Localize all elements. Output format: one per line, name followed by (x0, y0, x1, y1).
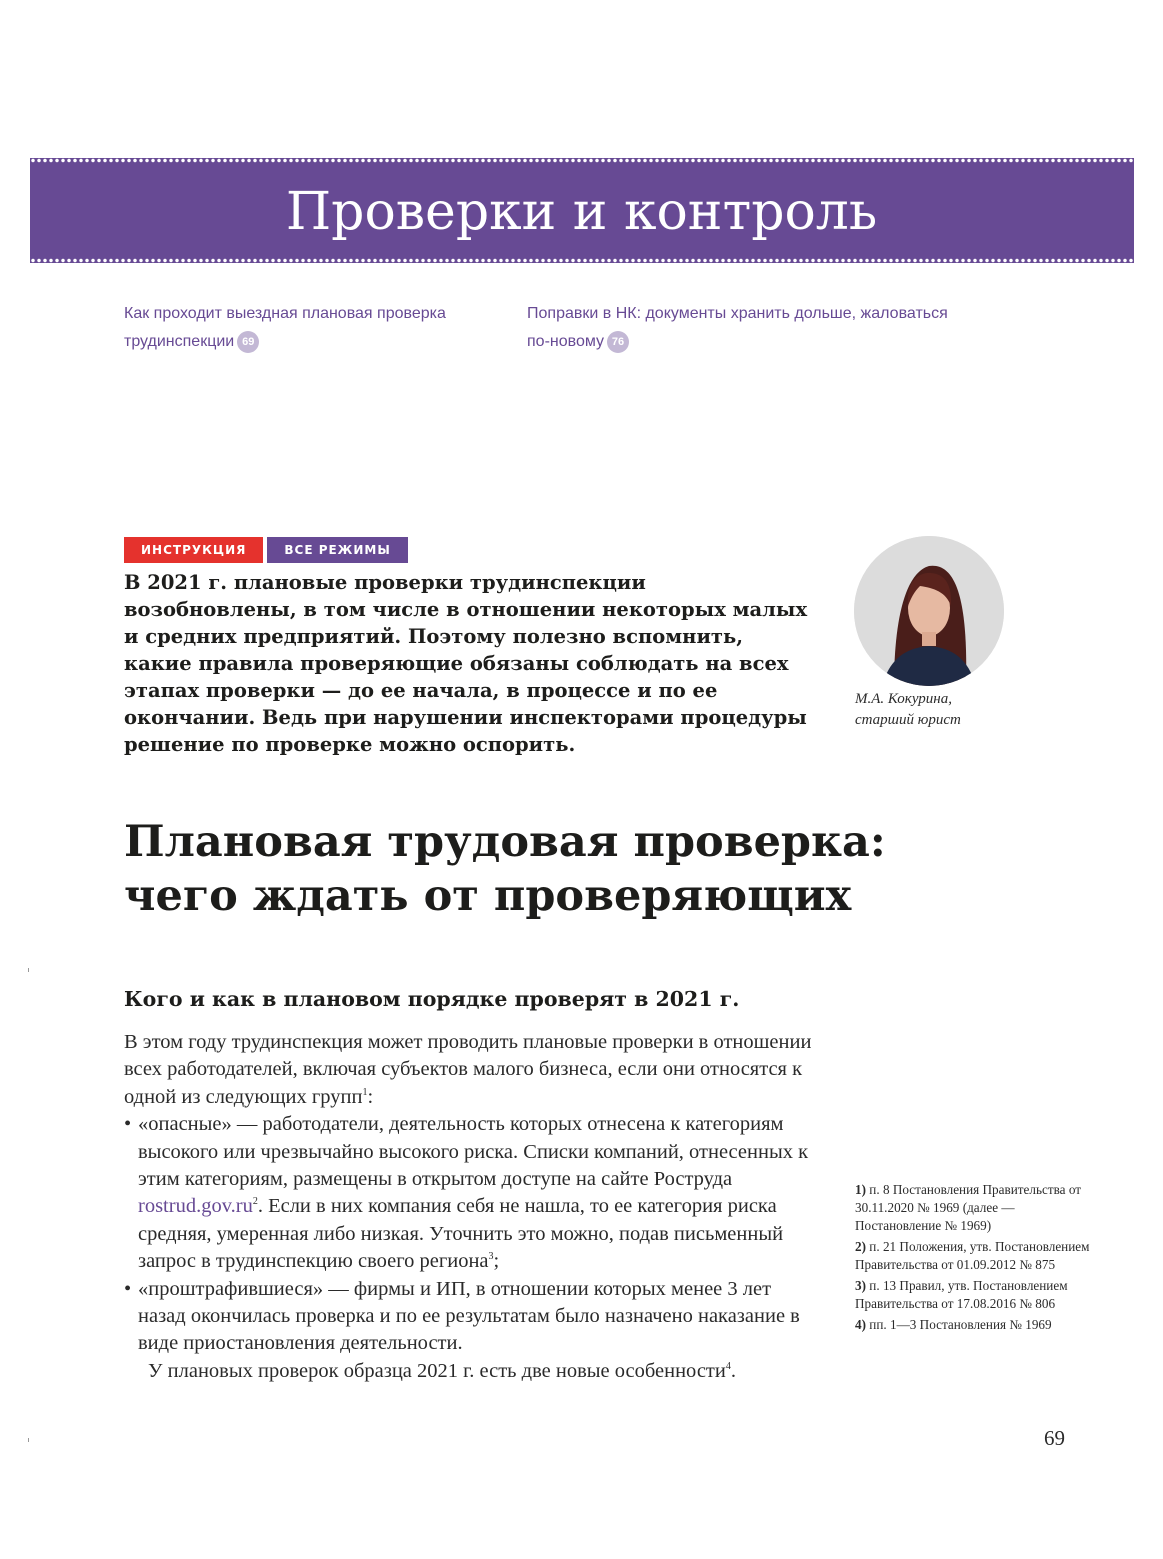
body-paragraph: В этом году трудинспекция может проводить плановые проверки в отношении всех работодателей, включая субъектов малого бизнеса, если они относятся к одной из следующих групп$^1$: (124, 1031, 812, 1108)
author-name: М.А. Кокурина, (855, 691, 952, 707)
headline-line: чего ждать от проверяющих (124, 871, 852, 921)
page-number: 69 (1044, 1426, 1065, 1450)
author-portrait-icon (854, 536, 1004, 686)
article-body (124, 1029, 814, 1385)
teaser-link-tax-code[interactable] (527, 300, 948, 356)
teaser-line: трудинспекции 69 (124, 328, 446, 356)
footnote-item: 2) п. 21 Положения, утв. Постановлением Правительства от 01.09.2012 № 875 (855, 1239, 1090, 1272)
tag-instruction[interactable]: ИНСТРУКЦИЯ (124, 537, 263, 563)
teaser-link-inspection[interactable] (124, 300, 446, 356)
rostrud-link[interactable]: rostrud.gov.ru (138, 1195, 253, 1218)
footnote-item: 1) п. 8 Постановления Правительства от 30.11.2020 № 1969 (далее — Постановление № 1969) (855, 1182, 1081, 1233)
teaser-line: Поправки в НК: документы хранить дольше, жаловаться (527, 305, 948, 322)
teaser-line: Как проходит выездная плановая проверка (124, 305, 446, 322)
page-ref-badge: 76 (607, 331, 629, 353)
margin-mark (28, 968, 29, 972)
teaser-line: по-новому 76 (527, 328, 948, 356)
margin-mark (28, 1438, 29, 1442)
headline-line: Плановая трудовая проверка: (124, 817, 886, 867)
article-headline (124, 815, 1084, 923)
footnote-ref[interactable]: 3 (488, 1251, 494, 1263)
section-title: Проверки и контроль (285, 182, 878, 242)
page-ref-badge: 69 (237, 331, 259, 353)
author-photo (854, 536, 1004, 686)
section-subheading: Кого и как в плановом порядке проверят в 2021 г. (124, 987, 740, 1011)
article-lead: В 2021 г. плановые проверки трудинспекции возобновлены, в том числе в отношении некоторых малых и средних предприятий. Поэтому полезно вспомнить, какие правила проверяющие обязаны соблюдать на всех этапах проверки — до ее начала, в процессе и по ее окончании. Ведь при нарушении инспекторами процедуры решение по проверке можно оспорить. (124, 571, 808, 756)
author-role: старший юрист (855, 712, 961, 728)
footnote-item: 3) п. 13 Правил, утв. Постановлением Правительства от 17.08.2016 № 806 (855, 1278, 1068, 1311)
body-paragraph: У плановых проверок образца 2021 г. есть две новые особенности$^4$. (148, 1359, 736, 1382)
footnotes (855, 1181, 1095, 1337)
footnote-ref[interactable]: 4 (725, 1361, 731, 1373)
author-caption (855, 689, 961, 731)
list-item: • «опасные» — работодатели, деятельность которых отнесена к категориям высокого или чрезвычайно высокого риска. Списки компаний, отнесенных к этим категориям, размещены в открытом доступе на сайте Роструда $rostrud.gov.ru^2$. Если в них компания себя не нашла, то ее категория риска средняя, умеренная либо низкая. Уточнить это можно, подав письменный запрос в трудинспекцию своего региона$^3$; (124, 1111, 814, 1275)
footnote-item: 4) пп. 1—3 Постановления № 1969 (855, 1317, 1052, 1332)
list-item: • «проштрафившиеся» — фирмы и ИП, в отношении которых менее 3 лет назад окончилась проверка и по ее результатам было назначено наказание в виде приостановления деятельности. (124, 1276, 814, 1358)
bullet-list (124, 1111, 814, 1358)
footnote-ref[interactable]: 2 (252, 1196, 258, 1208)
article-tags (124, 537, 412, 563)
tag-all-modes[interactable]: ВСЕ РЕЖИМЫ (267, 537, 407, 563)
footnote-ref[interactable]: 1 (362, 1086, 368, 1098)
